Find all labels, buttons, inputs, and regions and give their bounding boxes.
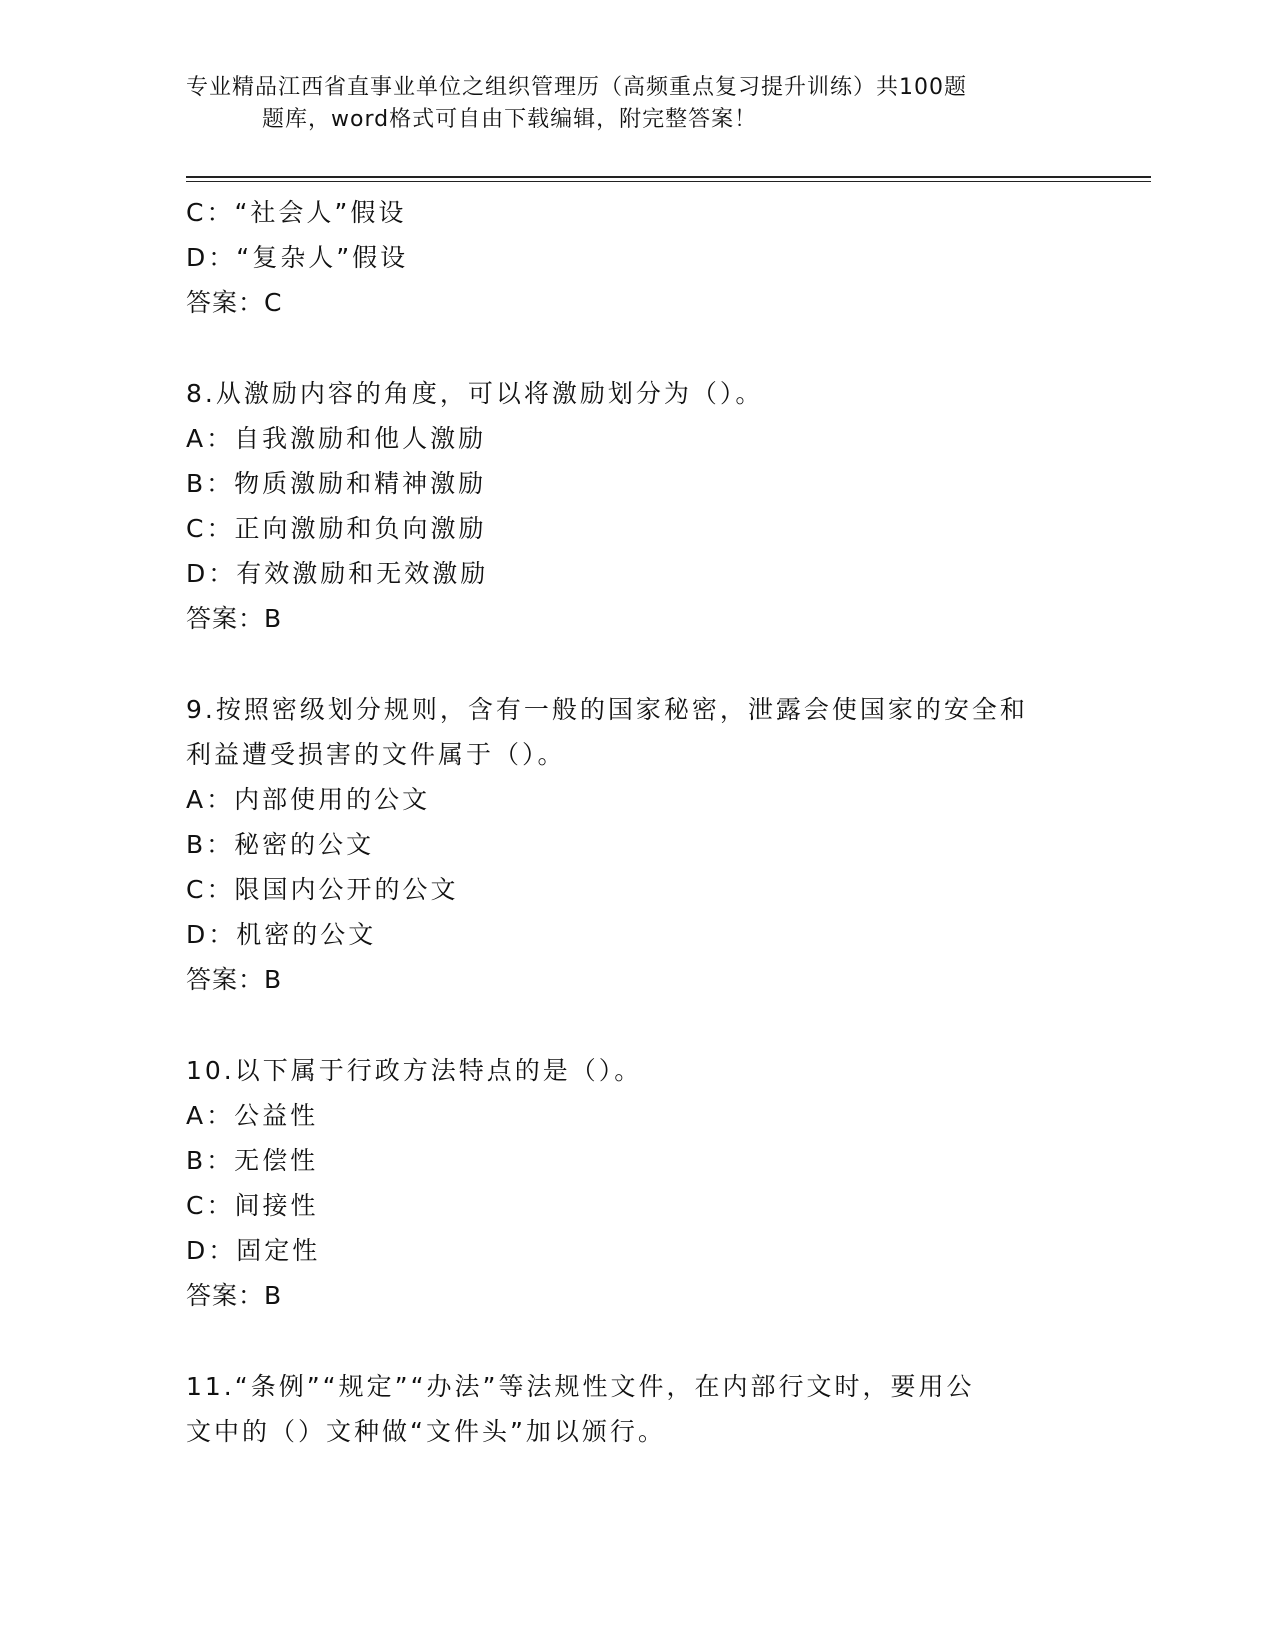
question-11	[186, 1364, 1086, 1454]
question-9	[186, 687, 1086, 1002]
option-b: B：秘密的公文	[186, 830, 375, 859]
header-rule-thin	[186, 181, 1151, 182]
answer: 答案：B	[186, 965, 283, 994]
option-c: C：限国内公开的公文	[186, 875, 459, 904]
question-stem: 8.从激励内容的角度，可以将激励划分为（）。	[186, 379, 764, 408]
answer: 答案：C	[186, 288, 283, 317]
question-stem: 10.以下属于行政方法特点的是（）。	[186, 1056, 643, 1085]
option-c: C：间接性	[186, 1191, 319, 1220]
option-b: B：物质激励和精神激励	[186, 469, 487, 498]
question-10	[186, 1048, 1086, 1318]
question-stem: 11.“条例”“规定”“办法”等法规性文件，在内部行文时，要用公	[186, 1372, 975, 1401]
option-a: A：公益性	[186, 1101, 319, 1130]
answer: 答案：B	[186, 604, 283, 633]
header-rule-thick	[186, 176, 1151, 178]
question-stem-continued: 文中的（）文种做“文件头”加以颁行。	[186, 1417, 666, 1446]
option-c: C：正向激励和负向激励	[186, 514, 487, 543]
document-title-line-1: 专业精品江西省直事业单位之组织管理历（高频重点复习提升训练）共100题	[186, 75, 967, 100]
option-c: C：“社会人”假设	[186, 198, 407, 227]
option-d: D：固定性	[186, 1236, 321, 1265]
question-stem: 9.按照密级划分规则，含有一般的国家秘密，泄露会使国家的安全和	[186, 695, 1028, 724]
answer: 答案：B	[186, 1281, 283, 1310]
question-7-tail	[186, 190, 1086, 325]
option-a: A：自我激励和他人激励	[186, 424, 487, 453]
option-d: D：机密的公文	[186, 920, 377, 949]
question-stem-continued: 利益遭受损害的文件属于（）。	[186, 740, 566, 769]
option-a: A：内部使用的公文	[186, 785, 431, 814]
option-d: D：“复杂人”假设	[186, 243, 409, 272]
document-body	[186, 190, 1086, 1454]
document-header	[186, 72, 1086, 136]
option-d: D：有效激励和无效激励	[186, 559, 489, 588]
question-8	[186, 371, 1086, 641]
document-title-line-2: 题库，word格式可自由下载编辑，附完整答案！	[262, 107, 758, 132]
option-b: B：无偿性	[186, 1146, 319, 1175]
